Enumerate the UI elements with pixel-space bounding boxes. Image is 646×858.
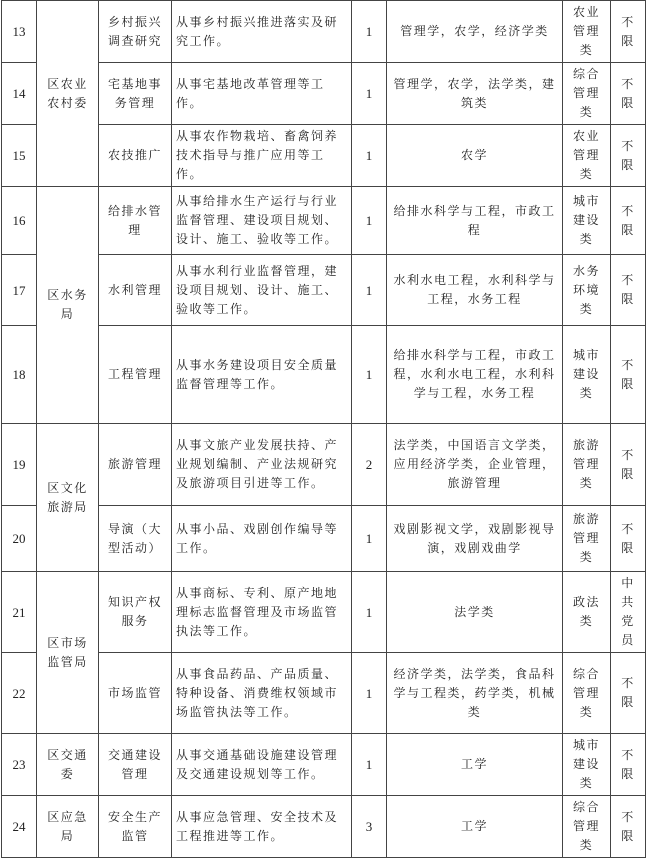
post-category: 综合管理类 <box>563 796 611 858</box>
duty-description: 从事农作物栽培、畜禽饲养技术指导与推广应用等工作。 <box>172 125 352 187</box>
headcount: 2 <box>352 424 387 506</box>
headcount: 1 <box>352 255 387 326</box>
row-number: 19 <box>2 424 37 506</box>
major-requirement: 给排水科学与工程，市政工程 <box>387 187 563 255</box>
headcount: 1 <box>352 326 387 424</box>
other-requirement: 不限 <box>611 326 646 424</box>
table-row <box>2 506 646 572</box>
headcount: 1 <box>352 1 387 63</box>
row-number: 20 <box>2 506 37 572</box>
row-number: 15 <box>2 125 37 187</box>
row-number: 16 <box>2 187 37 255</box>
post-category: 城市建设类 <box>563 734 611 796</box>
duty-description: 从事乡村振兴推进落实及研究工作。 <box>172 1 352 63</box>
duty-description: 从事食品药品、产品质量、特种设备、消费维权领域市场监管执法等工作。 <box>172 653 352 734</box>
recruitment-table <box>1 0 646 858</box>
post-category: 政法类 <box>563 572 611 653</box>
post-name: 知识产权服务 <box>99 572 172 653</box>
duty-description: 从事交通基础设施建设管理及交通建设规划等工作。 <box>172 734 352 796</box>
row-number: 21 <box>2 572 37 653</box>
row-number: 17 <box>2 255 37 326</box>
post-category: 农业管理类 <box>563 125 611 187</box>
headcount: 1 <box>352 187 387 255</box>
post-category: 综合管理类 <box>563 653 611 734</box>
row-number: 22 <box>2 653 37 734</box>
major-requirement: 法学类 <box>387 572 563 653</box>
post-category: 旅游管理类 <box>563 506 611 572</box>
major-requirement: 工学 <box>387 734 563 796</box>
other-requirement: 不限 <box>611 424 646 506</box>
major-requirement: 法学类，中国语言文学类，应用经济学类，企业管理，旅游管理 <box>387 424 563 506</box>
table-row <box>2 1 646 63</box>
unit-cell: 区应急局 <box>37 796 99 858</box>
major-requirement: 管理学，农学，法学类，建筑类 <box>387 63 563 125</box>
other-requirement: 不限 <box>611 187 646 255</box>
unit-cell: 区市场监管局 <box>37 572 99 734</box>
unit-cell: 区交通委 <box>37 734 99 796</box>
other-requirement: 不限 <box>611 506 646 572</box>
post-category: 水务环境类 <box>563 255 611 326</box>
unit-cell: 区农业农村委 <box>37 1 99 187</box>
post-name: 给排水管理 <box>99 187 172 255</box>
post-name: 交通建设管理 <box>99 734 172 796</box>
row-number: 13 <box>2 1 37 63</box>
post-name: 工程管理 <box>99 326 172 424</box>
post-category: 农业管理类 <box>563 1 611 63</box>
duty-description: 从事水利行业监督管理，建设项目规划、设计、施工、验收等工作。 <box>172 255 352 326</box>
other-requirement: 不限 <box>611 796 646 858</box>
headcount: 1 <box>352 653 387 734</box>
post-category: 综合管理类 <box>563 63 611 125</box>
duty-description: 从事水务建设项目安全质量监督管理等工作。 <box>172 326 352 424</box>
row-number: 24 <box>2 796 37 858</box>
major-requirement: 农学 <box>387 125 563 187</box>
other-requirement: 不限 <box>611 653 646 734</box>
other-requirement: 不限 <box>611 1 646 63</box>
table-row <box>2 424 646 506</box>
row-number: 18 <box>2 326 37 424</box>
post-name: 乡村振兴调查研究 <box>99 1 172 63</box>
post-name: 旅游管理 <box>99 424 172 506</box>
headcount: 1 <box>352 506 387 572</box>
row-number: 23 <box>2 734 37 796</box>
table-row <box>2 63 646 125</box>
headcount: 1 <box>352 63 387 125</box>
row-number: 14 <box>2 63 37 125</box>
duty-description: 从事给排水生产运行与行业监督管理、建设项目规划、设计、施工、验收等工作。 <box>172 187 352 255</box>
table-row <box>2 734 646 796</box>
post-name: 宅基地事务管理 <box>99 63 172 125</box>
table-row <box>2 326 646 424</box>
post-name: 水利管理 <box>99 255 172 326</box>
table-row <box>2 572 646 653</box>
headcount: 1 <box>352 125 387 187</box>
post-name: 农技推广 <box>99 125 172 187</box>
headcount: 3 <box>352 796 387 858</box>
unit-cell: 区水务局 <box>37 187 99 424</box>
other-requirement: 不限 <box>611 734 646 796</box>
post-category: 城市建设类 <box>563 187 611 255</box>
other-requirement: 不限 <box>611 63 646 125</box>
duty-description: 从事宅基地改革管理等工作。 <box>172 63 352 125</box>
post-name: 导演（大型活动） <box>99 506 172 572</box>
post-category: 城市建设类 <box>563 326 611 424</box>
other-requirement: 不限 <box>611 255 646 326</box>
post-name: 市场监管 <box>99 653 172 734</box>
duty-description: 从事小品、戏剧创作编导等工作。 <box>172 506 352 572</box>
major-requirement: 经济学类，法学类，食品科学与工程类，药学类，机械类 <box>387 653 563 734</box>
headcount: 1 <box>352 734 387 796</box>
major-requirement: 管理学，农学，经济学类 <box>387 1 563 63</box>
duty-description: 从事商标、专利、原产地地理标志监督管理及市场监管执法等工作。 <box>172 572 352 653</box>
table-row <box>2 796 646 858</box>
unit-cell: 区文化旅游局 <box>37 424 99 572</box>
table-row <box>2 255 646 326</box>
table-row <box>2 653 646 734</box>
headcount: 1 <box>352 572 387 653</box>
major-requirement: 戏剧影视文学，戏剧影视导演，戏剧戏曲学 <box>387 506 563 572</box>
other-requirement: 不限 <box>611 125 646 187</box>
major-requirement: 工学 <box>387 796 563 858</box>
table-row <box>2 125 646 187</box>
table-row <box>2 187 646 255</box>
post-name: 安全生产监管 <box>99 796 172 858</box>
duty-description: 从事文旅产业发展扶持、产业规划编制、产业法规研究及旅游项目引进等工作。 <box>172 424 352 506</box>
other-requirement: 中共党员 <box>611 572 646 653</box>
duty-description: 从事应急管理、安全技术及工程推进等工作。 <box>172 796 352 858</box>
post-category: 旅游管理类 <box>563 424 611 506</box>
major-requirement: 给排水科学与工程，市政工程，水利水电工程，水利科学与工程，水务工程 <box>387 326 563 424</box>
major-requirement: 水利水电工程，水利科学与工程，水务工程 <box>387 255 563 326</box>
